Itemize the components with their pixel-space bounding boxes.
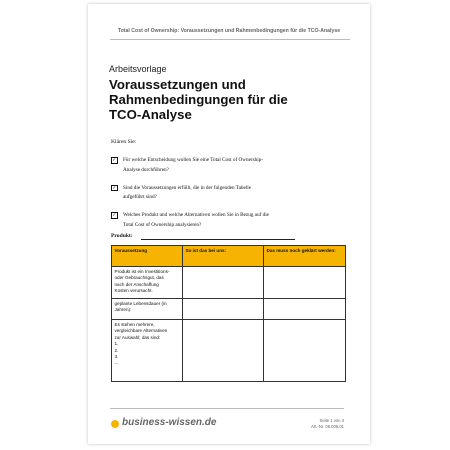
page-info	[311, 418, 344, 430]
page-number: Seite 1 von 3	[319, 418, 344, 423]
table-cell-requirement: Es stehen mehrere, vergleichbare Alternativen zur Auswahl; das sind: 1. 2. 3. ...	[112, 320, 183, 381]
table-cell-current-state[interactable]	[183, 267, 264, 298]
checklist-item	[111, 184, 341, 204]
product-input-line[interactable]	[141, 239, 295, 240]
table-cell-open-questions[interactable]	[264, 267, 345, 298]
document-page	[88, 4, 370, 444]
product-label: Produkt:	[111, 233, 133, 239]
table-header-row	[112, 246, 345, 267]
title-line: TCO-Analyse	[109, 107, 192, 122]
table-cell-open-questions[interactable]	[264, 299, 345, 319]
table-row	[112, 267, 345, 299]
table-cell-current-state[interactable]	[183, 299, 264, 319]
table-cell-requirement: geplante Lebensdauer (in Jahren):	[112, 299, 183, 319]
checklist-text: Welches Produkt und welche Alternativen wollen Sie in Bezug auf die	[123, 212, 269, 219]
table-cell-requirement: Produkt ist ein Investitions- oder Gebrauchsgut, das nach der Anschaffung Kosten verursacht.	[112, 267, 183, 298]
intro-text: Klären Sie:	[111, 139, 137, 145]
checklist-text: aufgeführt sind?	[123, 194, 157, 201]
table-cell-current-state[interactable]	[183, 320, 264, 381]
header-divider	[110, 39, 350, 40]
table-header-cell: Das muss noch geklärt werden:	[264, 246, 345, 266]
checklist-item	[111, 211, 341, 231]
document-title	[109, 77, 339, 122]
checklist-text: Analyse durchführen?	[123, 166, 169, 173]
running-header: Total Cost of Ownership: Voraussetzungen und Rahmenbedingungen für die TCO-Analyse	[117, 28, 341, 34]
checkbox-checked-icon: ✓	[112, 212, 117, 218]
checklist-text: Sind die Voraussetzungen erfüllt, die in der folgenden Tabelle	[123, 184, 251, 191]
checklist-text: Für welche Entscheidung wollen Sie eine Total Cost of Ownership-	[123, 157, 264, 163]
brand-logo: business-wissen.de	[122, 417, 217, 428]
title-line: Rahmenbedingungen für die	[109, 92, 288, 107]
table-header-cell: So ist das bei uns:	[183, 246, 264, 266]
requirements-table	[111, 245, 346, 382]
checklist-text: Total Cost of Ownership analysieren?	[123, 221, 202, 228]
document-kicker: Arbeitsvorlage	[109, 64, 167, 74]
logo-dot-icon	[111, 420, 119, 428]
table-cell-open-questions[interactable]	[264, 320, 345, 381]
title-line: Voraussetzungen und	[109, 77, 246, 92]
table-row	[112, 320, 345, 381]
article-number: Art.-Nr. 06.006.01	[310, 424, 344, 429]
checkbox-checked-icon: ✓	[112, 157, 117, 162]
checkbox-checked-icon: ✓	[112, 184, 117, 190]
footer-divider	[110, 408, 344, 409]
table-row	[112, 299, 345, 320]
checklist	[111, 156, 341, 239]
checklist-item	[111, 156, 341, 176]
table-header-cell: Voraussetzung	[112, 246, 183, 266]
